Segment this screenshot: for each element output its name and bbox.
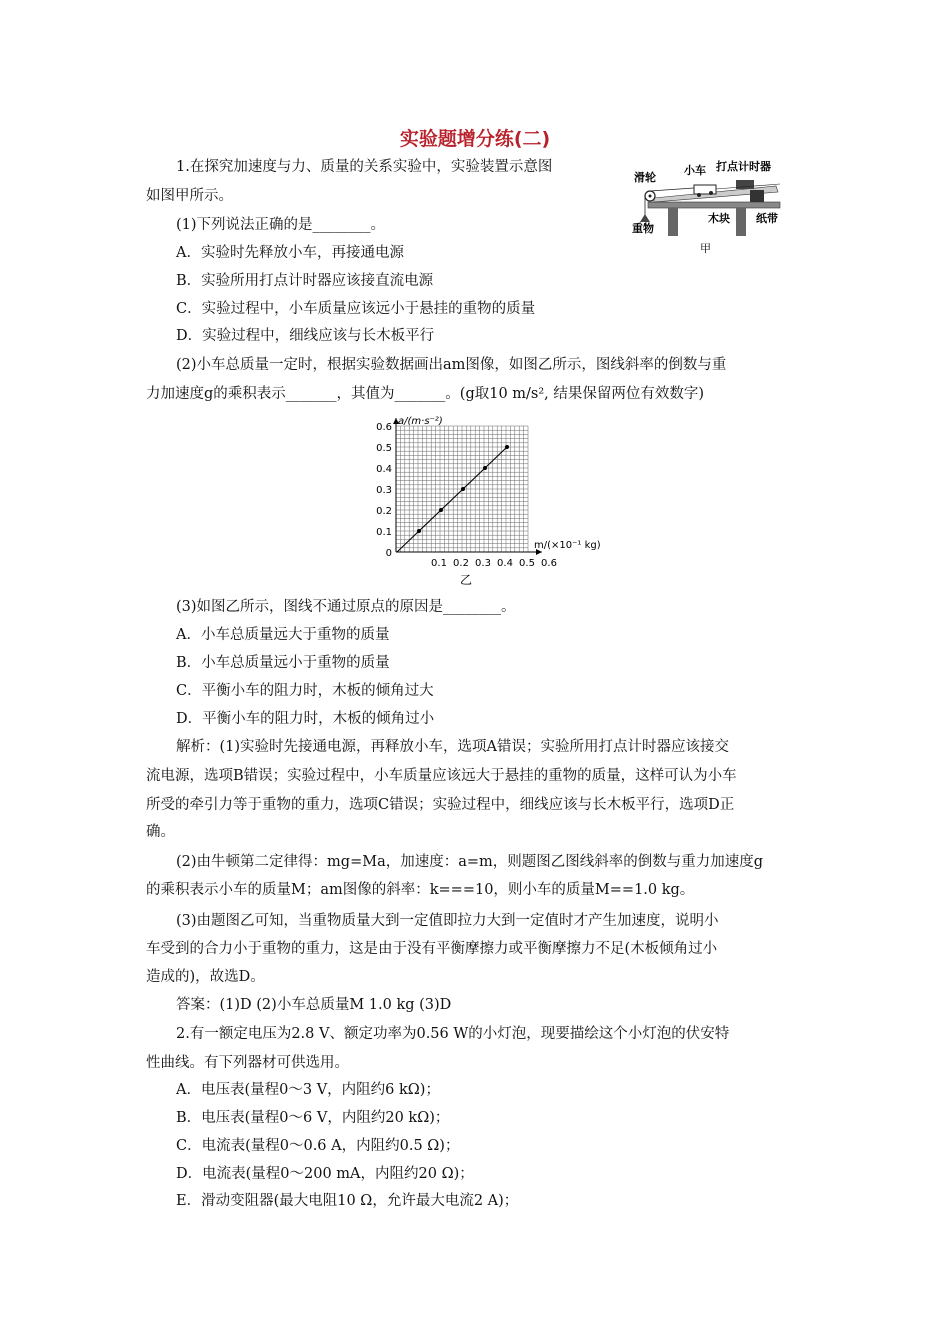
x-tick-label: 0.4 xyxy=(497,558,513,569)
q2-option-e: E．滑动变阻器(最大电阻10 Ω，允许最大电流2 A)； xyxy=(176,1193,519,1209)
x-tick-label: 0.1 xyxy=(431,558,447,569)
y-tick-label: 0.6 xyxy=(376,422,392,433)
solution-1-line-2: 流电源，选项B错误；实验过程中，小车质量应该远大于悬挂的重物的质量，这样可认为小车 xyxy=(146,768,737,784)
figure-caption-jia: 甲 xyxy=(700,242,711,255)
y-tick-label: 0.3 xyxy=(376,485,392,496)
q1-option-b: B．实验所用打点计时器应该接直流电源 xyxy=(176,273,434,289)
solution-1-line-1: 解析：(1)实验时先接通电源，再释放小车，选项A错误；实验所用打点计时器应该接交 xyxy=(176,739,730,755)
solution-1-line-3: 所受的牵引力等于重物的重力，选项C错误；实验过程中，细线应该与长木板平行，选项D正 xyxy=(146,797,735,813)
q2-option-d: D．电流表(量程0～200 mA，内阻约20 Ω)； xyxy=(176,1166,474,1182)
answer-line: 答案：(1)D (2)小车总质量M 1.0 kg (3)D xyxy=(176,997,452,1013)
y-tick-label: 0 xyxy=(385,548,392,559)
q2-stem-line-1: 2.有一额定电压为2.8 V、额定功率为0.56 W的小灯泡，现要描绘这个小灯泡的伏安特 xyxy=(176,1026,730,1042)
solution-3-line-3: 造成的)，故选D。 xyxy=(146,969,265,985)
label-block: 木块 xyxy=(708,212,730,225)
q1-part3: (3)如图乙所示，图线不通过原点的原因是________。 xyxy=(176,599,516,615)
data-point xyxy=(461,487,465,491)
apparatus-figure xyxy=(628,156,788,258)
solution-2-line-2: 的乘积表示小车的质量M；am图像的斜率：k===10，则小车的质量M==1.0 kg。 xyxy=(146,882,695,898)
solution-1-line-4: 确。 xyxy=(146,824,175,840)
label-cart: 小车 xyxy=(684,164,706,177)
x-axis-label: m/(×10⁻¹ kg) xyxy=(534,540,601,551)
a-m-chart xyxy=(360,414,620,586)
x-tick-label: 0.5 xyxy=(519,558,535,569)
x-tick-label: 0.2 xyxy=(453,558,469,569)
q1-part3-option-a: A．小车总质量远大于重物的质量 xyxy=(176,627,390,643)
x-tick-label: 0.3 xyxy=(475,558,491,569)
q1-part2-line-2: 力加速度g的乘积表示_______，其值为_______。(g取10 m/s², 结果保留两位有效数字) xyxy=(146,386,705,402)
q1-stem-line-2: 如图甲所示。 xyxy=(146,188,233,204)
q1-part1: (1)下列说法正确的是________。 xyxy=(176,217,386,233)
q1-option-c: C．实验过程中，小车质量应该远小于悬挂的重物的质量 xyxy=(176,301,536,317)
q1-stem-line-1: 1.在探究加速度与力、质量的关系实验中，实验装置示意图 xyxy=(176,159,553,175)
y-tick-label: 0.2 xyxy=(376,506,392,517)
data-point xyxy=(417,529,421,533)
q1-part3-option-d: D．平衡小车的阻力时，木板的倾角过小 xyxy=(176,711,435,727)
q1-part3-option-b: B．小车总质量远小于重物的质量 xyxy=(176,655,390,671)
q2-option-c: C．电流表(量程0～0.6 A，内阻约0.5 Ω)； xyxy=(176,1138,460,1154)
q1-part3-option-c: C．平衡小车的阻力时，木板的倾角过大 xyxy=(176,683,434,699)
q2-stem-line-2: 性曲线。有下列器材可供选用。 xyxy=(146,1055,349,1071)
label-pulley: 滑轮 xyxy=(634,171,656,184)
q1-option-a: A．实验时先释放小车，再接通电源 xyxy=(176,245,404,261)
q1-option-d: D．实验过程中，细线应该与长木板平行 xyxy=(176,328,435,344)
chart-caption: 乙 xyxy=(460,573,473,586)
label-tape: 纸带 xyxy=(756,212,778,225)
y-axis-label: a/(m·s⁻²) xyxy=(398,416,443,427)
data-point xyxy=(505,445,509,449)
y-tick-label: 0.4 xyxy=(376,464,392,475)
x-tick-label: 0.6 xyxy=(541,558,557,569)
y-tick-label: 0.5 xyxy=(376,443,392,454)
q2-option-b: B．电压表(量程0～6 V，内阻约20 kΩ)； xyxy=(176,1110,450,1126)
page-title: 实验题增分练(二) xyxy=(399,128,551,150)
solution-2-line-1: (2)由牛顿第二定律得：mg=Ma，加速度：a=m，则题图乙图线斜率的倒数与重力加速度g xyxy=(176,854,764,870)
solution-3-line-1: (3)由题图乙可知，当重物质量大到一定值即拉力大到一定值时才产生加速度，说明小 xyxy=(176,913,719,929)
solution-3-line-2: 车受到的合力小于重物的重力，这是由于没有平衡摩擦力或平衡摩擦力不足(木板倾角过小 xyxy=(146,941,718,957)
data-point xyxy=(483,466,487,470)
y-tick-label: 0.1 xyxy=(376,527,392,538)
q1-part2-line-1: (2)小车总质量一定时，根据实验数据画出am图像，如图乙所示，图线斜率的倒数与重 xyxy=(176,357,727,373)
q2-option-a: A．电压表(量程0～3 V，内阻约6 kΩ)； xyxy=(176,1082,440,1098)
label-timer: 打点计时器 xyxy=(716,160,771,173)
label-weight: 重物 xyxy=(632,222,654,235)
data-point xyxy=(439,508,443,512)
